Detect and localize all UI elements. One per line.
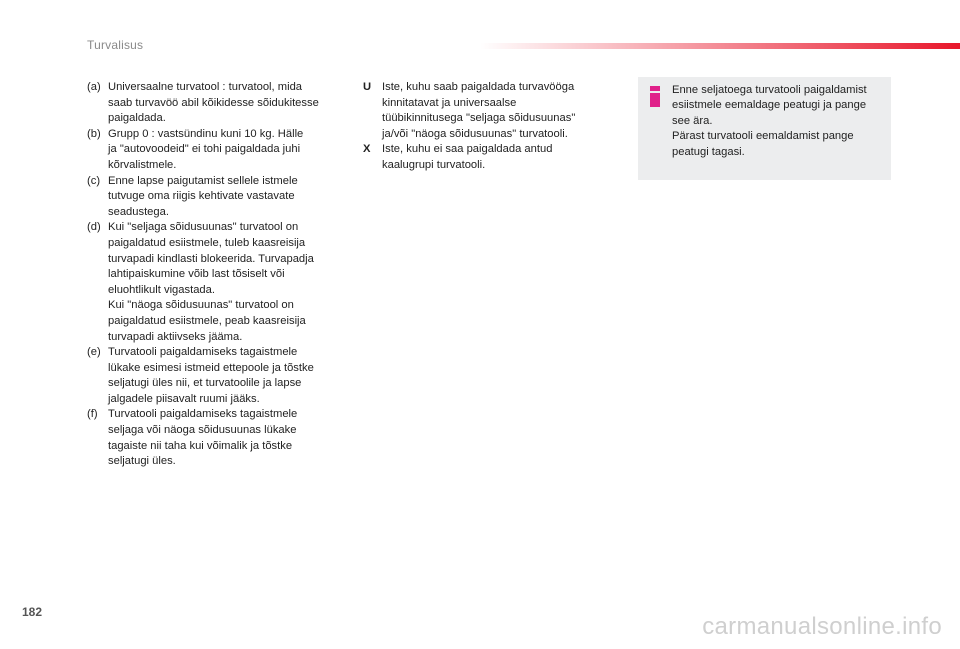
item-label: (b)	[87, 127, 101, 140]
item-label: (d)	[87, 221, 101, 234]
list-item	[87, 174, 347, 221]
info-line: peatugi tagasi.	[672, 145, 745, 158]
definition-line: kaalugrupi turvatooli.	[382, 158, 486, 171]
item-line: paigaldatud esiistmele, tuleb kaasreisija	[108, 236, 306, 249]
item-line: jalgadele piisavalt ruumi jääks.	[108, 392, 260, 405]
item-line: Kui "seljaga sõidusuunas" turvatool on	[108, 221, 299, 234]
item-line: seljaga või näoga sõidusuunas lükake	[108, 424, 297, 437]
item-label: (c)	[87, 174, 101, 187]
item-label: (e)	[87, 346, 101, 359]
info-icon	[648, 86, 662, 107]
middle-column	[363, 80, 603, 174]
definition-item	[363, 80, 603, 142]
item-line: ja "autovoodeid" ei tohi paigaldada juhi	[108, 143, 301, 156]
item-line: paigaldatud esiistmele, peab kaasreisija	[108, 314, 306, 327]
definition-line: Iste, kuhu ei saa paigaldada antud	[382, 143, 553, 156]
item-line: paigaldada.	[108, 112, 166, 125]
definition-line: ja/või "näoga sõidusuunas" turvatooli.	[382, 127, 568, 140]
item-line: seljatugi üles.	[108, 455, 176, 468]
item-line: turvapadi kindlasti blokeerida. Turvapadja	[108, 252, 314, 265]
item-line: Turvatooli paigaldamiseks tagaistmele	[108, 346, 298, 359]
item-label: (f)	[87, 408, 98, 421]
list-item	[87, 220, 347, 345]
item-line: Turvatooli paigaldamiseks tagaistmele	[108, 408, 298, 421]
header-accent-bar	[480, 43, 960, 49]
definition-line: Iste, kuhu saab paigaldada turvavööga	[382, 81, 575, 93]
page-number: 182	[22, 605, 43, 619]
info-box	[638, 77, 891, 180]
item-line: eluohtlikult vigastada.	[108, 283, 215, 296]
item-line: kõrvalistmele.	[108, 158, 177, 171]
definition-item	[363, 142, 603, 173]
info-line: esiistmele eemaldage peatugi ja pange	[672, 99, 867, 112]
item-line: lükake esimesi istmeid ettepoole ja tõstke	[108, 361, 314, 374]
item-line: tutvuge oma riigis kehtivate vastavate	[108, 190, 295, 203]
left-column	[87, 80, 347, 470]
item-line: lahtipaiskumine võib last tõsiselt või	[108, 268, 285, 281]
info-line: see ära.	[672, 114, 713, 127]
item-label: (a)	[87, 81, 101, 93]
definition-line: kinnitatavat ja universaalse	[382, 96, 517, 109]
list-item	[87, 127, 347, 174]
info-line: Pärast turvatooli eemaldamist pange	[672, 130, 854, 143]
item-line: Grupp 0 : vastsündinu kuni 10 kg. Hälle	[108, 127, 304, 140]
section-title: Turvalisus	[87, 38, 144, 52]
watermark: carmanualsonline.info	[702, 613, 942, 640]
list-item	[87, 80, 347, 127]
item-line: seadustega.	[108, 205, 169, 218]
item-line: Universaalne turvatool : turvatool, mida	[108, 81, 303, 93]
item-line: tagaiste nii taha kui võimalik ja tõstke	[108, 439, 293, 452]
item-line: seljatugi üles nii, et turvatoolile ja lapse	[108, 377, 302, 390]
definition-key: X	[363, 143, 371, 156]
item-line: Enne lapse paigutamist sellele istmele	[108, 174, 298, 187]
definition-key: U	[363, 81, 372, 93]
info-line: Enne seljatoega turvatooli paigaldamist	[672, 84, 867, 96]
list-item	[87, 407, 347, 469]
item-line: saab turvavöö abil kõikidesse sõidukitesse	[108, 96, 319, 109]
list-item	[87, 345, 347, 407]
definition-line: tüübikinnitusega "seljaga sõidusuunas"	[382, 112, 576, 125]
item-line: Kui "näoga sõidusuunas" turvatool on	[108, 299, 294, 312]
item-line: turvapadi aktiivseks jääma.	[108, 330, 243, 343]
